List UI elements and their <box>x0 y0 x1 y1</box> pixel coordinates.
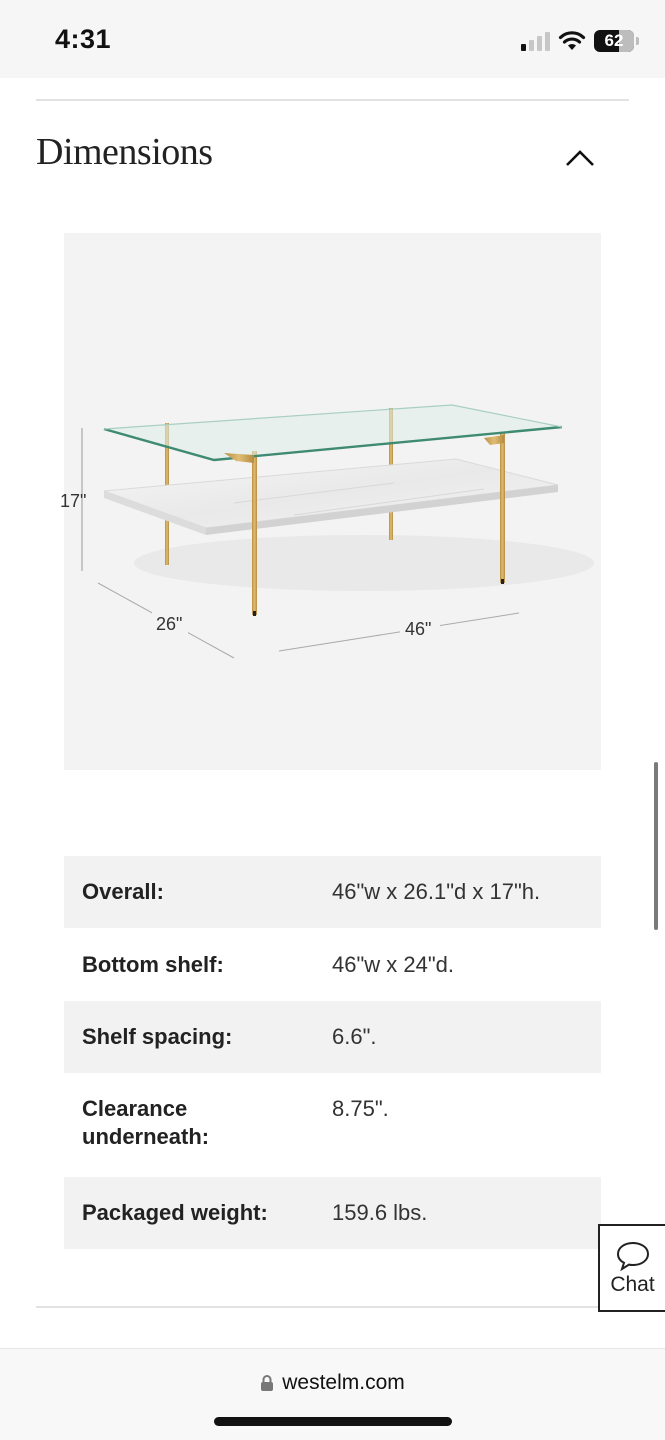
battery-percentage: 62 <box>604 31 624 50</box>
spec-row-overall <box>64 856 601 928</box>
spec-row-bottom-shelf <box>64 928 601 1001</box>
chat-button[interactable] <box>598 1224 665 1312</box>
front-right-leg <box>500 433 505 583</box>
status-time: 4:31 <box>55 24 112 54</box>
spec-label: Shelf spacing: <box>82 1024 233 1049</box>
chat-label: Chat <box>610 1273 655 1296</box>
coffee-table-illustration <box>60 233 601 770</box>
status-bar <box>0 0 665 78</box>
url-field[interactable] <box>0 1371 665 1395</box>
width-dimension-label: 46" <box>405 619 432 639</box>
bottom-divider <box>36 1306 629 1308</box>
browser-address-bar <box>0 1348 665 1440</box>
height-dimension-label: 17" <box>60 491 87 511</box>
lock-icon <box>260 1374 274 1392</box>
front-left-leg <box>252 451 257 615</box>
chevron-up-icon <box>560 142 600 172</box>
product-dimensions-image <box>60 233 601 770</box>
collapse-section-button[interactable] <box>560 142 600 172</box>
home-indicator <box>214 1417 452 1426</box>
spec-label: Overall: <box>82 879 164 904</box>
section-title: Dimensions <box>36 131 213 173</box>
url-text: westelm.com <box>282 1371 405 1394</box>
cellular-signal-icon <box>521 31 550 51</box>
spec-label: Bottom shelf: <box>82 951 224 977</box>
wifi-icon <box>558 30 586 52</box>
spec-label: Packaged weight: <box>82 1200 268 1225</box>
spec-value: 159.6 lbs. <box>332 1200 428 1225</box>
dimensions-table <box>64 856 601 1249</box>
spec-value: 6.6". <box>332 1024 377 1049</box>
status-icons <box>521 28 639 54</box>
spec-value: 46"w x 26.1"d x 17"h. <box>332 879 541 904</box>
spec-row-packaged-weight <box>64 1177 601 1249</box>
battery-cap <box>636 37 639 45</box>
chat-bubble-icon <box>615 1239 651 1271</box>
spec-value: 46"w x 24"d. <box>332 951 455 977</box>
battery-icon <box>594 30 634 52</box>
spec-label: Clearance underneath: <box>82 1096 210 1149</box>
depth-dimension-label: 26" <box>156 614 183 634</box>
spec-row-clearance <box>64 1073 601 1177</box>
spec-row-shelf-spacing <box>64 1001 601 1073</box>
scrollbar-thumb[interactable] <box>654 762 658 930</box>
top-divider <box>36 99 629 101</box>
spec-value: 8.75". <box>332 1096 389 1121</box>
